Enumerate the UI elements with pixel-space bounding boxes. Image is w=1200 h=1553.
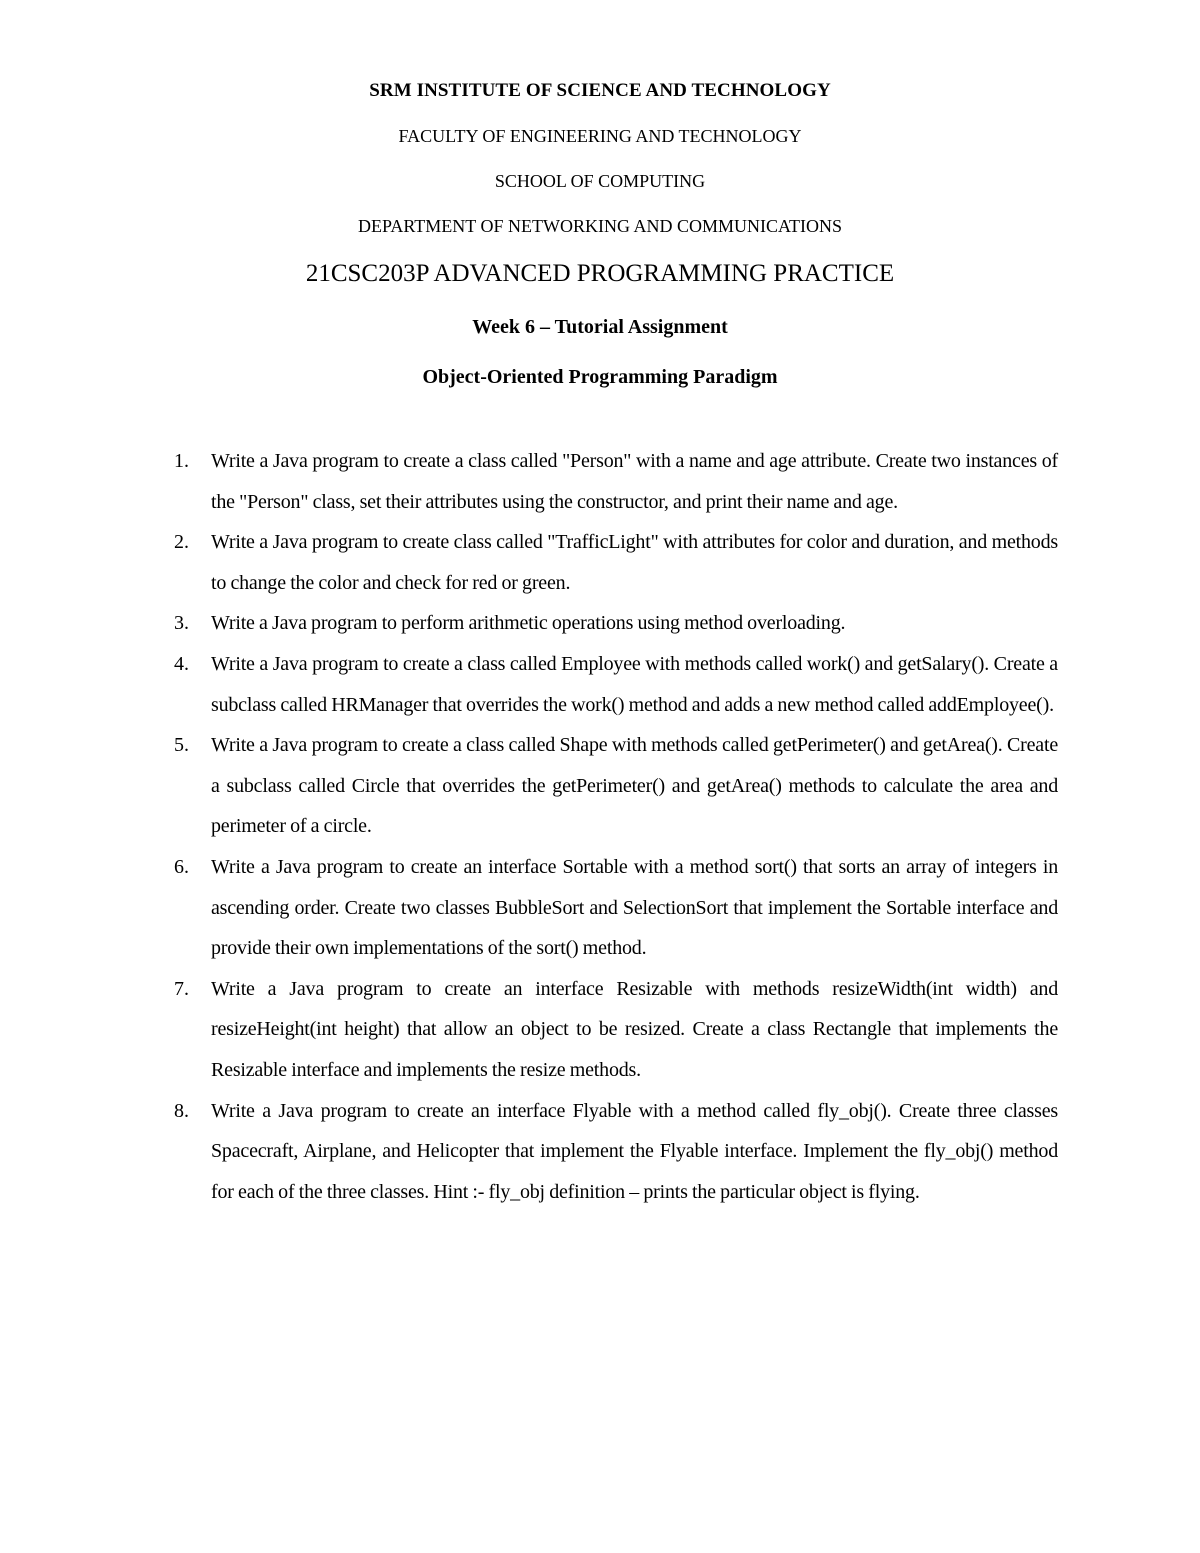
question-item xyxy=(0,441,1200,522)
question-number: 8. xyxy=(174,1099,189,1122)
question-text: Write a Java program to create a class called "Person" with a name and age attribute. Create two instances of the "Person" class, set their attributes using the constructor, and print their name and age. xyxy=(211,450,1058,513)
question-number: 2. xyxy=(174,531,189,554)
institute-name: SRM INSTITUTE OF SCIENCE AND TECHNOLOGY xyxy=(369,80,831,101)
question-number: 5. xyxy=(174,734,189,757)
question-text: Write a Java program to create class called "TrafficLight" with attributes for color and duration, and methods to change the color and check for red or green. xyxy=(211,531,1058,594)
question-item xyxy=(0,725,1200,847)
question-item xyxy=(0,644,1200,725)
question-text: Write a Java program to perform arithmetic operations using method overloading. xyxy=(211,612,846,635)
question-text: Write a Java program to create a class called Employee with methods called work() and getSalary(). Create a subclass called HRManager that overrides the work() method and adds a new method called addEmployee(). xyxy=(211,652,1058,716)
question-text: Write a Java program to create an interface Flyable with a method called fly_obj(). Create three classes Spacecraft, Airplane, and Helicopter that implement the Flyable interface. Implement the fly_obj() method for each of the three classes. Hint :- fly_obj definition – prints the particular object is flying. xyxy=(211,1099,1058,1203)
question-text: Write a Java program to create a class called Shape with methods called getPerimeter() and getArea(). Create a subclass called Circle that overrides the getPerimeter() and getArea() methods to calculate the area and perimeter of a circle. xyxy=(211,734,1058,838)
question-number: 3. xyxy=(174,612,189,635)
question-item xyxy=(0,522,1200,603)
question-number: 7. xyxy=(174,977,189,1000)
course-title: 21CSC203P ADVANCED PROGRAMMING PRACTICE xyxy=(305,260,895,287)
question-text: Write a Java program to create an interface Sortable with a method sort() that sorts an array of integers in ascending order. Create two classes BubbleSort and SelectionSort that implement the Sortable interface and provide their own implementations of the sort() method. xyxy=(211,855,1058,960)
assignment-title: Week 6 – Tutorial Assignment xyxy=(472,316,728,338)
question-list xyxy=(0,441,1200,1212)
question-number: 1. xyxy=(174,450,189,472)
assignment-topic: Object-Oriented Programming Paradigm xyxy=(422,366,778,388)
department-name: DEPARTMENT OF NETWORKING AND COMMUNICATIONS xyxy=(358,216,842,236)
question-item xyxy=(0,847,1200,969)
question-item xyxy=(0,603,1200,644)
question-number: 4. xyxy=(174,652,189,675)
question-item xyxy=(0,1091,1200,1213)
question-text: Write a Java program to create an interface Resizable with methods resizeWidth(int width) and resizeHeight(int height) that allow an object to be resized. Create a class Rectangle that implements the Resizable interface and implements the resize methods. xyxy=(211,977,1058,1081)
school-name: SCHOOL OF COMPUTING xyxy=(494,171,706,191)
question-number: 6. xyxy=(174,855,189,878)
faculty-name: FACULTY OF ENGINEERING AND TECHNOLOGY xyxy=(398,126,802,146)
question-item xyxy=(0,969,1200,1091)
